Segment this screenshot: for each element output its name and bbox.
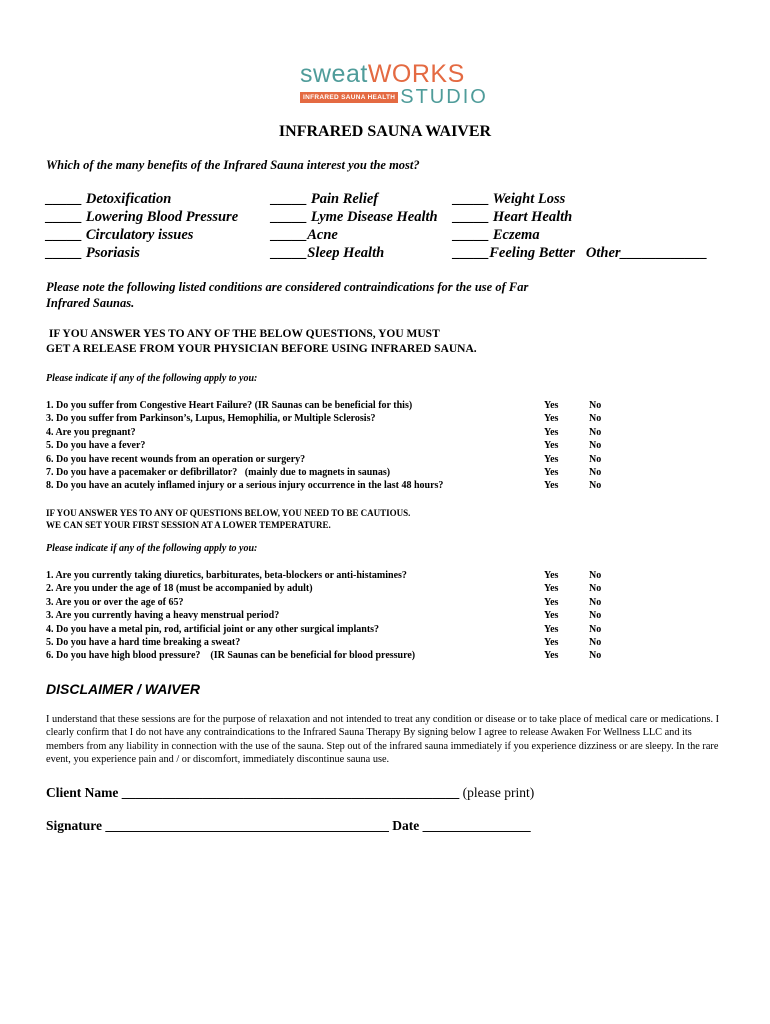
benefit-item[interactable]: _____ Eczema <box>453 227 540 243</box>
question-row: 3. Are you currently having a heavy menstrual period? Yes No <box>46 610 602 622</box>
benefit-item[interactable]: _____Sleep Health <box>271 245 385 261</box>
question-row: 4. Are you pregnant? Yes No <box>46 426 602 438</box>
yes-option[interactable]: Yes <box>544 453 559 465</box>
no-option[interactable]: No <box>589 583 602 595</box>
disclaimer-text: I understand that these sessions are for the purpose of relaxation and not intended to treat any condition or disease or to take place of medical care or medications. I clearly confirm that I do not have any contraindications to the Infrared Sauna Therapy By signing below I agree to release Awaken For Wellness LLC and its members from any liability in connection with the use of the sauna. Step out of the infrared sauna immediately if you experience dizziness or are sleepy. In the rare event, you experience pain and / or discomfort, immediately discontinue sauna use. <box>46 714 720 766</box>
studio-logo <box>300 60 488 110</box>
no-option[interactable]: No <box>589 426 602 438</box>
signature-row <box>46 818 531 834</box>
yes-option[interactable]: Yes <box>544 623 559 635</box>
caution-notice: IF YOU ANSWER YES TO ANY OF QUESTIONS BELOW, YOU NEED TO BE CAUTIOUS. WE CAN SET YOUR FIRST SESSION AT A LOWER TEMPERATURE. <box>46 508 411 530</box>
question-row: 8. Do you have an acutely inflamed injury or a serious injury occurrence in the last 48 hours? Yes No <box>46 480 602 492</box>
question-row: 5. Do you have a hard time breaking a sweat? Yes No <box>46 637 602 648</box>
logo-studio: STUDIO <box>400 86 488 108</box>
question-row: 6. Do you have high blood pressure? (IR Saunas can be beneficial for blood pressure) Yes No <box>46 650 602 662</box>
date-field[interactable]: ________________ <box>422 818 531 833</box>
benefit-item[interactable]: _____ Heart Health <box>453 209 573 225</box>
no-option[interactable]: No <box>589 480 602 492</box>
yes-option[interactable]: Yes <box>544 467 559 478</box>
benefit-item-other[interactable]: _____Feeling Better Other____________ <box>453 245 708 261</box>
benefit-item[interactable]: _____ Circulatory issues <box>46 227 194 243</box>
benefit-item[interactable]: _____ Weight Loss <box>453 191 566 207</box>
no-option[interactable]: No <box>589 596 602 608</box>
yes-option[interactable]: Yes <box>544 596 559 608</box>
question-row: 3. Do you suffer from Parkinson’s, Lupus, Hemophilia, or Multiple Sclerosis? Yes No <box>46 413 602 425</box>
no-option[interactable]: No <box>589 453 602 465</box>
yes-option[interactable]: Yes <box>544 480 559 492</box>
question-row: 2. Are you under the age of 18 (must be accompanied by adult) Yes No <box>46 583 602 595</box>
question-row: 3. Are you or over the age of 65? Yes No <box>46 596 602 608</box>
no-option[interactable]: No <box>589 440 602 452</box>
yes-option[interactable]: Yes <box>544 610 559 622</box>
signature-field[interactable]: __________________________________________ <box>105 818 389 833</box>
no-option[interactable]: No <box>589 623 602 635</box>
no-option[interactable]: No <box>589 413 602 425</box>
question-row: 7. Do you have a pacemaker or defibrillator? (mainly due to magnets in saunas) Yes No <box>46 467 602 478</box>
no-option[interactable]: No <box>589 650 602 662</box>
yes-option[interactable]: Yes <box>544 400 559 411</box>
client-name-field[interactable]: __________________________________________________ <box>121 785 460 800</box>
question-row: 1. Are you currently taking diuretics, barbiturates, beta-blockers or anti-histamines? Yes No <box>46 570 602 581</box>
question-row: 6. Do you have recent wounds from an operation or surgery? Yes No <box>46 453 602 465</box>
physician-warning: IF YOU ANSWER YES TO ANY OF THE BELOW QUESTIONS, YOU MUST GET A RELEASE FROM YOUR PHYSICIAN BEFORE USING INFRARED SAUNA. <box>46 328 477 355</box>
logo-wordmark: sweatWORKS <box>300 60 465 88</box>
yes-option[interactable]: Yes <box>544 426 559 438</box>
client-name-label: Client Name <box>46 785 119 800</box>
no-option[interactable]: No <box>589 610 602 622</box>
no-option[interactable]: No <box>589 570 602 581</box>
benefit-item[interactable]: _____ Detoxification <box>46 191 172 207</box>
disclaimer-heading: DISCLAIMER / WAIVER <box>46 681 201 697</box>
client-name-row <box>46 785 534 801</box>
benefit-item[interactable]: _____ Lyme Disease Health <box>271 209 438 225</box>
indicate-instruction: Please indicate if any of the following apply to you: <box>46 373 258 384</box>
contraindication-note: Please note the following listed conditions are considered contraindications for the use of Far Infrared Saunas. <box>46 280 529 310</box>
no-option[interactable]: No <box>589 467 602 478</box>
yes-option[interactable]: Yes <box>544 637 559 648</box>
page-title: INFRARED SAUNA WAIVER <box>278 123 492 140</box>
yes-option[interactable]: Yes <box>544 440 559 452</box>
yes-option[interactable]: Yes <box>544 413 559 425</box>
yes-option[interactable]: Yes <box>544 650 559 662</box>
yes-option[interactable]: Yes <box>544 570 559 581</box>
no-option[interactable]: No <box>589 400 602 411</box>
question-row: 4. Do you have a metal pin, rod, artificial joint or any other surgical implants? Yes No <box>46 623 602 635</box>
indicate-instruction: Please indicate if any of the following apply to you: <box>46 543 258 554</box>
benefits-question: Which of the many benefits of the Infrared Sauna interest you the most? <box>46 158 420 172</box>
benefit-item[interactable]: _____ Lowering Blood Pressure <box>46 209 239 225</box>
question-row: 5. Do you have a fever? Yes No <box>46 440 602 452</box>
logo-tagline: INFRARED SAUNA HEALTH <box>300 92 398 103</box>
benefit-item[interactable]: _____ Psoriasis <box>46 245 140 261</box>
yes-option[interactable]: Yes <box>544 583 559 595</box>
no-option[interactable]: No <box>589 637 602 648</box>
date-label: Date <box>392 818 420 833</box>
question-row: 1. Do you suffer from Congestive Heart Failure? (IR Saunas can be beneficial for this) Yes No <box>46 400 602 411</box>
signature-label: Signature <box>46 818 103 833</box>
benefit-item[interactable]: _____ Pain Relief <box>271 191 379 207</box>
client-name-hint: (please print) <box>462 785 535 800</box>
benefit-item[interactable]: _____Acne <box>271 227 338 243</box>
